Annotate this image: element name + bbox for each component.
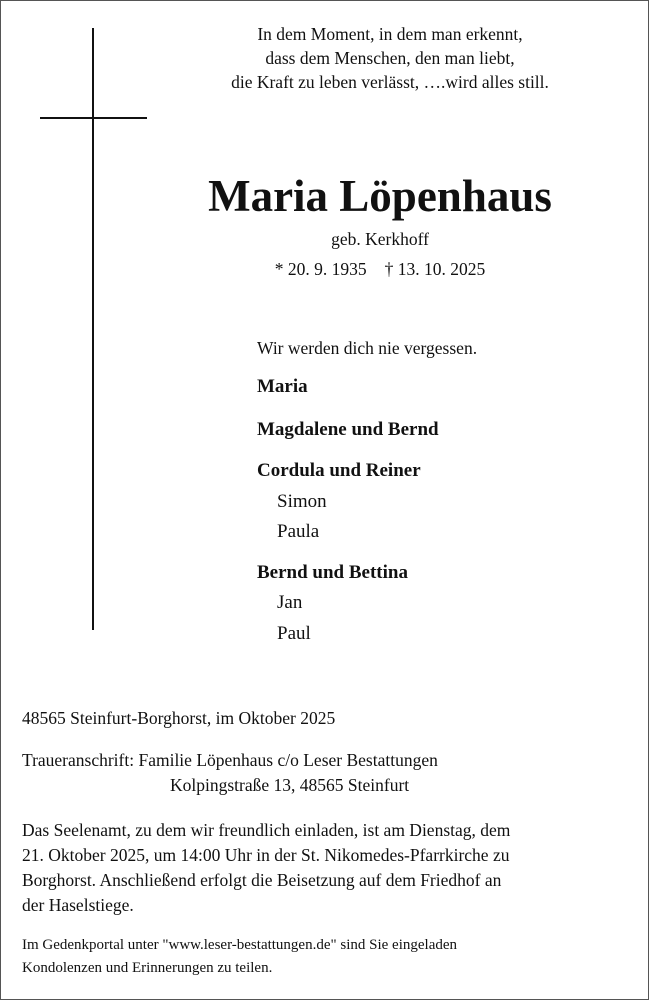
child-name: Paula (277, 521, 320, 542)
quote-line: In dem Moment, in dem man erkennt, (257, 24, 523, 44)
child-name: Simon (277, 491, 327, 512)
child-name: Paul (277, 623, 311, 644)
death-date: † 13. 10. 2025 (384, 259, 486, 279)
family-name: Maria (257, 376, 308, 397)
mourning-address: Traueranschrift: Familie Löpenhaus c/o Leser Bestattungen (22, 750, 438, 770)
service-line: der Haselstiege. (22, 895, 134, 915)
place-date: 48565 Steinfurt-Borghorst, im Oktober 2025 (22, 708, 336, 728)
quote-line: dass dem Menschen, den man liebt, (265, 48, 515, 68)
family-name: Magdalene und Bernd (257, 419, 439, 440)
cross-bar (40, 117, 147, 119)
birth-name: geb. Kerkhoff (331, 229, 429, 249)
portal-line: Im Gedenkportal unter "www.leser-bestattungen.de" sind Sie eingeladen (22, 937, 458, 953)
deceased-name: Maria Löpenhaus (208, 171, 552, 221)
child-name: Jan (277, 592, 303, 613)
portal-line: Kondolenzen und Erinnerungen zu teilen. (22, 960, 273, 976)
service-line: Borghorst. Anschließend erfolgt die Beisetzung auf dem Friedhof an (22, 870, 502, 890)
mourners-intro: Wir werden dich nie vergessen. (257, 338, 478, 358)
life-dates (160, 258, 600, 280)
quote-line: die Kraft zu leben verlässt, ….wird alles still. (231, 72, 549, 92)
mourning-address-line2: Kolpingstraße 13, 48565 Steinfurt (170, 775, 410, 795)
portal-info (22, 934, 626, 980)
family-name: Cordula und Reiner (257, 460, 421, 481)
family-name: Bernd und Bettina (257, 562, 408, 583)
birth-date: * 20. 9. 1935 (274, 259, 367, 279)
service-info (22, 818, 626, 918)
service-line: 21. Oktober 2025, um 14:00 Uhr in der St. Nikomedes-Pfarrkirche zu (22, 845, 510, 865)
memorial-quote (170, 22, 610, 94)
service-line: Das Seelenamt, zu dem wir freundlich einladen, ist am Dienstag, dem (22, 820, 511, 840)
